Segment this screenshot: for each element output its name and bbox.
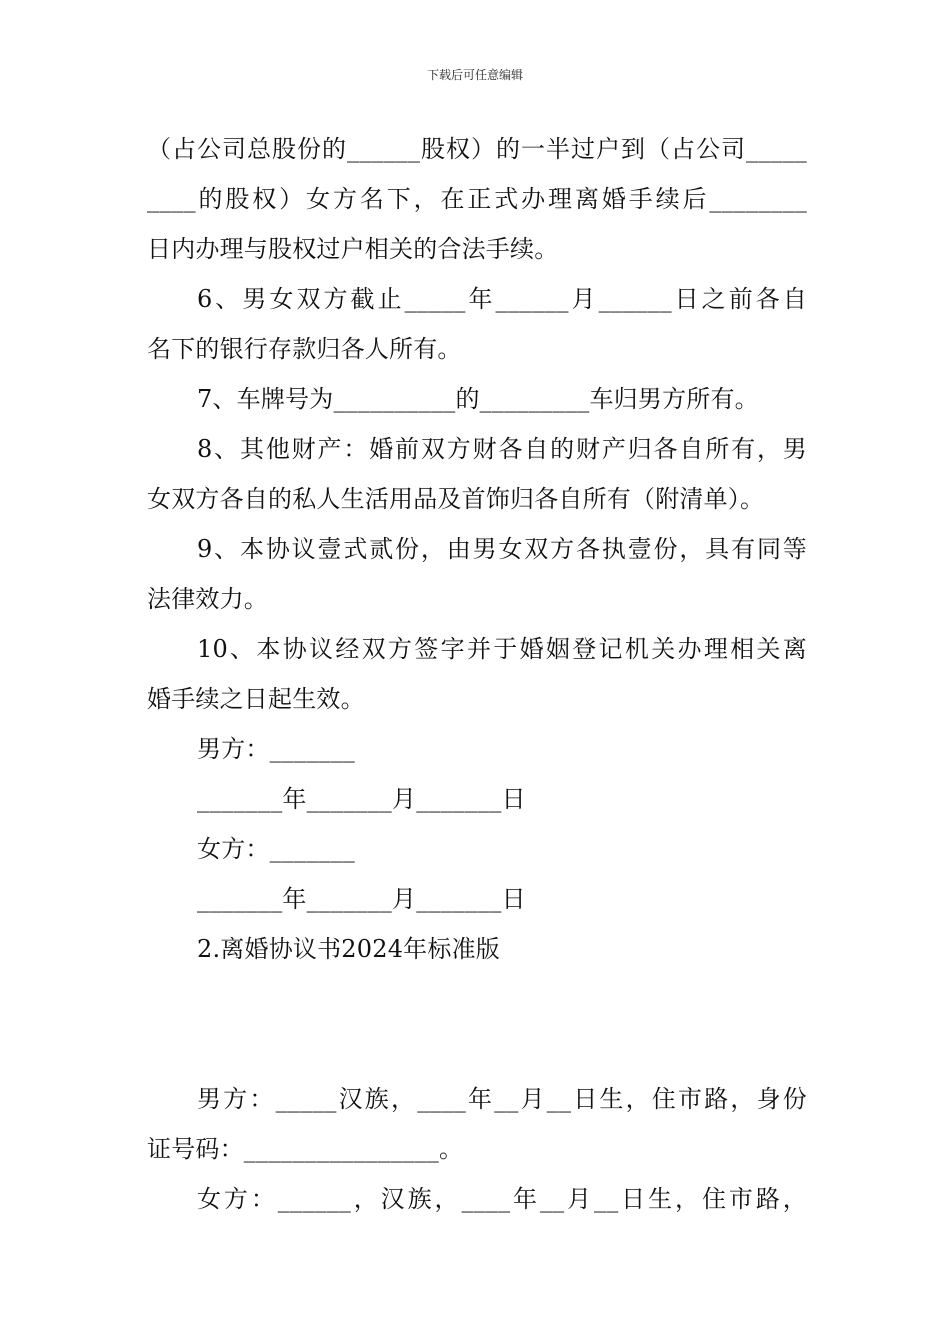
male-party-line: 男方：_____汉族，____年__月__日生，住市路，身份 (197, 1085, 807, 1113)
clause-10-line: 婚手续之日起生效。 (147, 685, 365, 713)
clause-7-line: 7、车牌号为__________的_________车归男方所有。 (197, 385, 759, 413)
female-signature-line: 女方：_______ (197, 835, 355, 863)
header-note: 下载后可任意编辑 (426, 68, 523, 82)
clause-9-line: 9、本协议壹式贰份，由男女双方各执壹份，具有同等 (197, 535, 807, 563)
female-date-line: _______年_______月_______日 (197, 885, 526, 913)
section-heading: 2.离婚协议书2024年标准版 (197, 935, 500, 963)
clause-6-line: 名下的银行存款归各人所有。 (147, 335, 462, 363)
female-party-line: 女方：______，汉族，____年__月__日生，住市路， (197, 1185, 807, 1213)
paragraph-line: 日内办理与股权过户相关的合法手续。 (147, 235, 559, 263)
male-signature-line: 男方：_______ (197, 735, 355, 763)
blank-gap (147, 977, 807, 1077)
paragraph-line: （占公司总股份的______股权）的一半过户到（占公司_____ (147, 135, 807, 163)
document-body (147, 127, 807, 1227)
male-date-line: _______年_______月_______日 (197, 785, 526, 813)
paragraph-line: ____的股权）女方名下，在正式办理离婚手续后________ (147, 185, 807, 213)
clause-6-line: 6、男女双方截止_____年______月______日之前各自 (197, 285, 807, 313)
clause-8-line: 8、其他财产：婚前双方财各自的财产归各自所有，男 (197, 435, 807, 463)
male-id-line: 证号码：________________。 (147, 1135, 464, 1163)
clause-9-line: 法律效力。 (147, 585, 268, 613)
clause-8-line: 女双方各自的私人生活用品及首饰归各自所有（附清单）。 (147, 485, 765, 513)
clause-10-line: 10、本协议经双方签字并于婚姻登记机关办理相关离 (197, 635, 807, 663)
